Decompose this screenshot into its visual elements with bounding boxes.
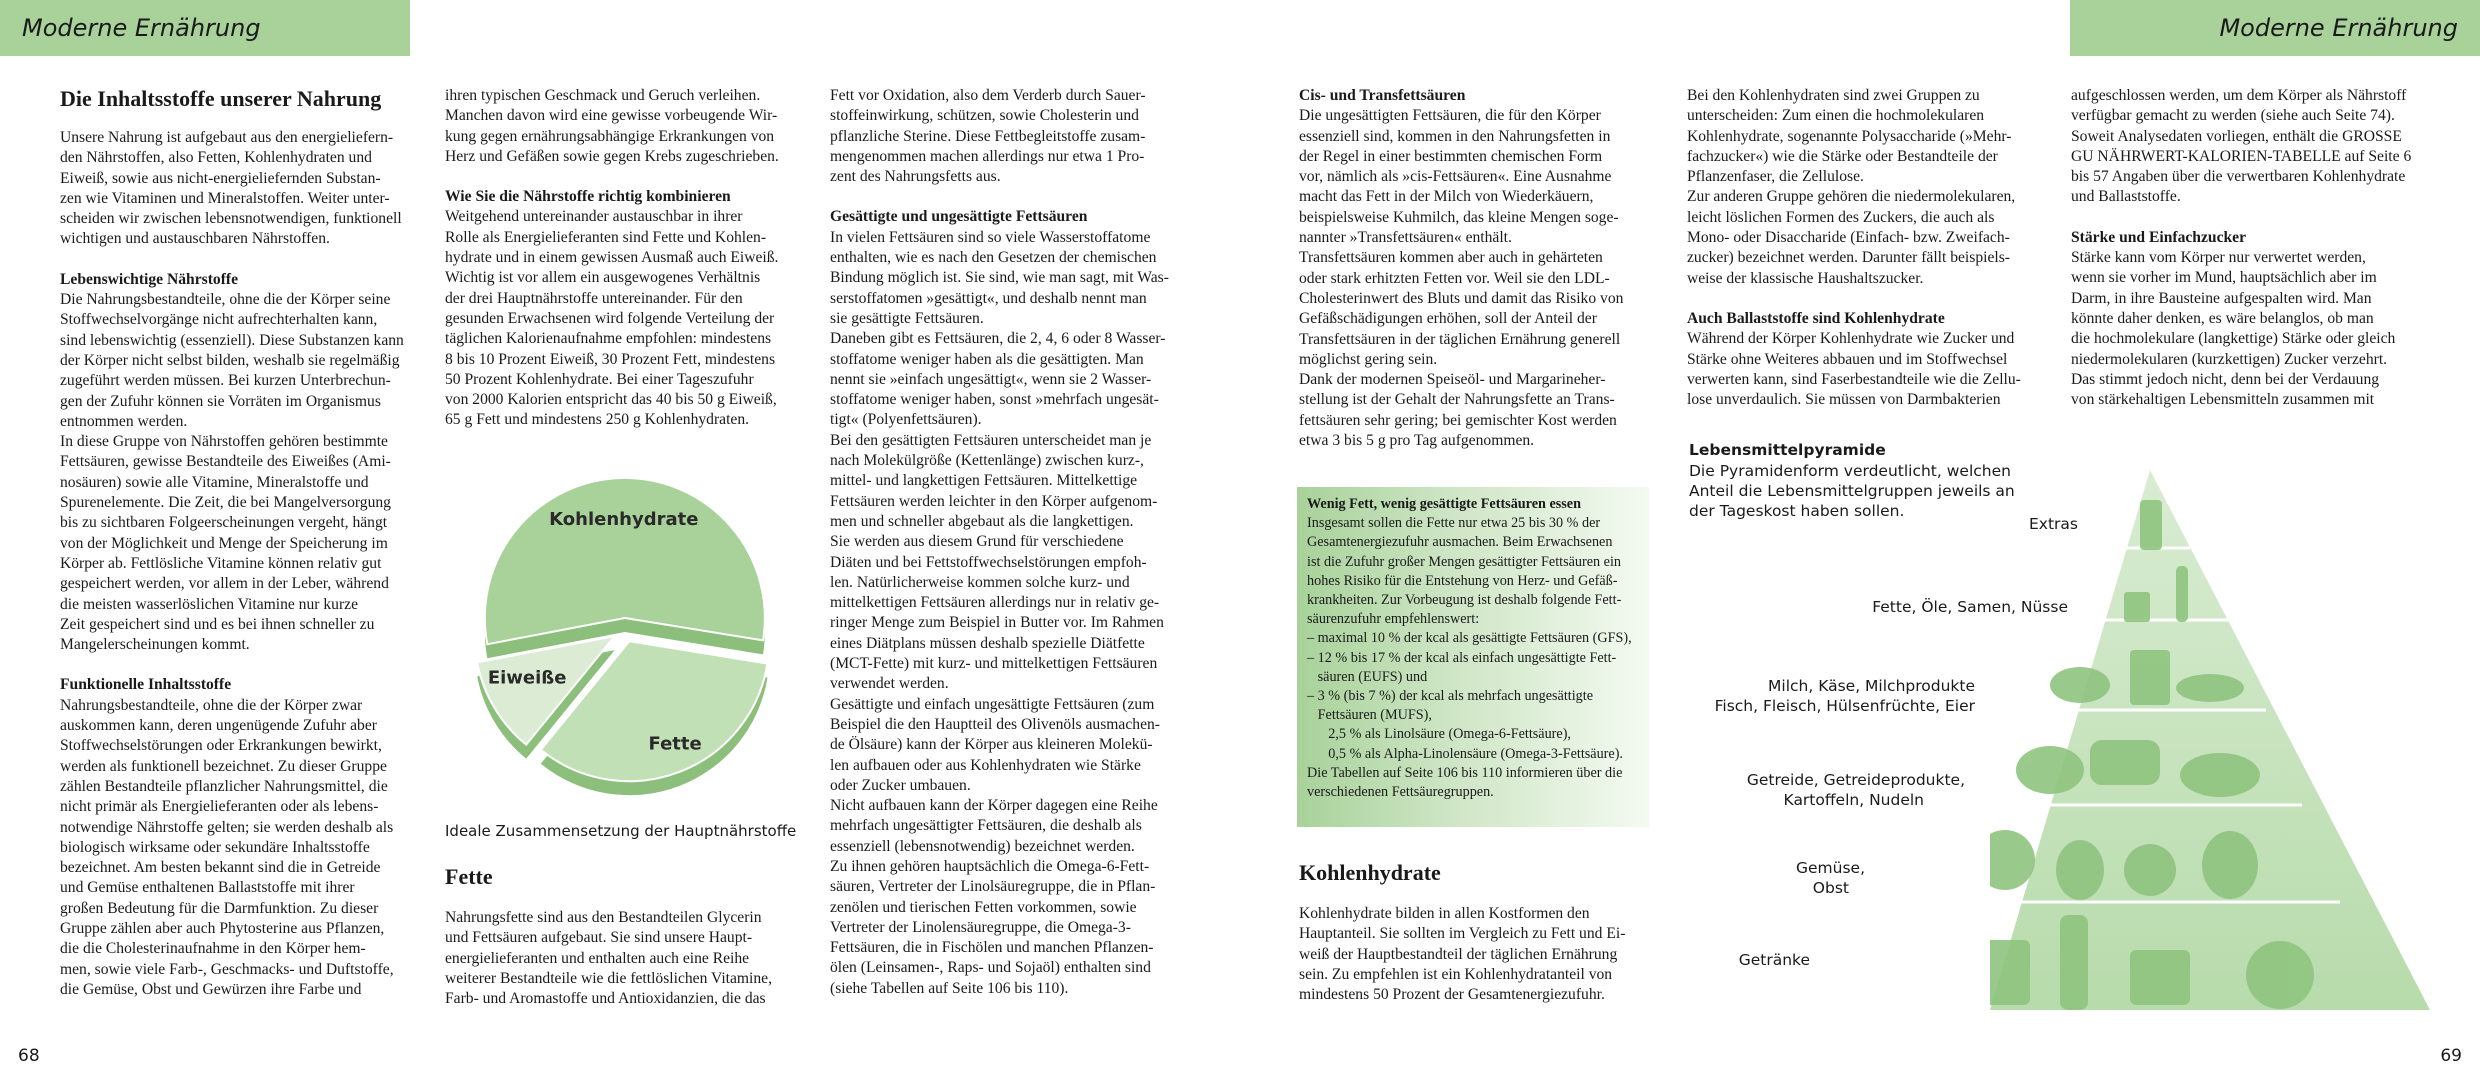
text-line: enthalten, wie es nach den Gesetzen der chemischen (830, 249, 1157, 267)
text-line: Unsere Nahrung ist aufgebaut aus den energieliefern- (60, 129, 394, 146)
text-line: hohes Risiko für die Entstehung von Herz- und Gefäß- (1307, 572, 1618, 589)
text-line: mengenommen machen allerdings nur etwa 1 Pro- (830, 147, 1145, 165)
text-line: nach Molekülgröße (Kettenlänge) zwischen kurz-, (830, 452, 1144, 470)
text-line: scheiden wir zwischen lebensnotwendigen, funktionell (60, 210, 402, 228)
header-title-right: Moderne Ernährung (2219, 14, 2458, 42)
column-1 (60, 86, 414, 1000)
text-line: werden als funktionell bezeichnet. Zu dieser Gruppe (60, 757, 387, 775)
pie-label-kohlenhydrate: Kohlenhydrate (549, 509, 699, 531)
heading-lebenswichtige: Lebenswichtige Nährstoffe (60, 270, 239, 288)
text-line: oder Zucker umbauen. (830, 776, 971, 794)
paragraph-kombinieren (445, 207, 800, 430)
text-line: Fettsäuren (MUFS), (1307, 707, 1432, 724)
text-line: bis zu sichtbaren Folgeerscheinungen vergeht, hängt (60, 514, 388, 532)
text-line: 65 g Fett und mindestens 250 g Kohlenhydraten. (445, 411, 750, 429)
text-line: Kohlenhydrate bilden in allen Kostformen den (1299, 905, 1590, 922)
text-line: pflanzliche Sterine. Diese Fettbegleitstoffe zusam- (830, 127, 1146, 145)
text-line: – 12 % bis 17 % der kcal als einfach ungesättigte Fett- (1307, 649, 1617, 666)
text-line: gesunden Erwachsenen wird folgende Verteilung der (445, 309, 775, 327)
text-line: Stoffwechselvorgänge nicht aufrechterhalten kann, (60, 311, 378, 329)
text-line: Fettsäuren, die in Fischölen und manchen Pflanzen- (830, 939, 1154, 957)
heading-gesaettigte: Gesättigte und ungesättigte Fettsäuren (830, 208, 1088, 226)
text-line: Transfettsäuren kommen aber auch in gehärteten (1299, 249, 1603, 267)
text-line: von stärkehaltigen Lebensmitteln zusammen mit (2071, 391, 2375, 409)
text-line: Kohlenhydrate, sogenannte Polysaccharide (»Mehr- (1687, 127, 2012, 145)
text-line: oder stark erhitzten Fetten vor. Weil sie den LDL- (1299, 269, 1610, 287)
text-line: sind lebenswichtig (essenziell). Diese Substanzen kann (60, 331, 404, 349)
pyramid-level-getraenke: Getränke (1738, 951, 1810, 969)
text-line: der Regel in einer bestimmten chemischen Form (1299, 147, 1603, 165)
text-line: zent des Nahrungsfetts aus. (830, 168, 1001, 186)
pyramid-level-gemuese-1: Gemüse, (1795, 859, 1865, 877)
text-line: Rolle als Energielieferanten sind Fette und Kohlen- (445, 228, 767, 246)
pyramid-level-gemuese-2: Obst (1812, 879, 1849, 897)
text-line: die hochmolekulare (langkettige) Stärke oder gleich (2071, 330, 2396, 348)
text-line: Soweit Analysedaten vorliegen, enthält die GROSSE (2071, 127, 2402, 145)
text-line: mehrfach ungesättigter Fettsäuren, die deshalb als (830, 817, 1142, 835)
paragraph-col3-top (830, 86, 1185, 187)
text-line: – 3 % (bis 7 %) der kcal als mehrfach ungesättigte (1307, 688, 1594, 705)
text-line: ihren typischen Geschmack und Geruch verleihen. (445, 87, 761, 104)
text-line: nosäuren) sowie alle Vitamine, Mineralstoffe und (60, 473, 369, 491)
text-line: vor, nämlich als »cis-Fettsäuren«. Eine Ausnahme (1299, 168, 1612, 186)
text-line: Stärke kann vom Körper nur verwertet werden, (2071, 249, 2366, 267)
text-line: mindestens 50 Prozent der Gesamtenergiezufuhr. (1299, 986, 1605, 1004)
text-line: täglichen Kalorienaufnahme empfohlen: mindestens (445, 330, 772, 348)
text-line: Die Pyramidenform verdeutlicht, welchen (1689, 462, 2011, 480)
text-line: Fettsäuren, gewisse Bestandteile des Eiweißes (Ami- (60, 453, 391, 471)
column-3 (830, 86, 1185, 999)
text-line: Gesättigte und einfach ungesättigte Fettsäuren (zum (830, 695, 1155, 713)
heading-kombinieren: Wie Sie die Nährstoffe richtig kombinieren (445, 188, 731, 206)
text-line: zen wie Vitaminen und Mineralstoffen. Weiter unter- (60, 189, 390, 207)
text-line: Fettsäuren werden leichter in den Körper aufgenom- (830, 492, 1158, 510)
text-line: und Fettsäuren aufgebaut. Sie sind unsere Haupt- (445, 929, 753, 947)
info-box-title: Wenig Fett, wenig gesättigte Fettsäuren essen (1307, 496, 1581, 512)
paragraph-intro (60, 128, 414, 250)
text-line: und Gemüse enthaltenen Ballaststoffe mit ihrer (60, 879, 355, 897)
text-line: Das stimmt jedoch nicht, denn bei der Verdauung (2071, 370, 2380, 388)
text-line: Mono- oder Disaccharide (Einfach- bzw. Zweifach- (1687, 229, 2010, 247)
text-line: ist die Zufuhr großer Mengen gesättigter Fettsäuren ein (1307, 553, 1622, 570)
text-line: len. Natürlicherweise kommen solche kurz- und (830, 573, 1130, 591)
text-line: Hauptanteil. Sie sollten im Vergleich zu Fett und Ei- (1299, 925, 1626, 943)
text-line: leicht löslichen Formen des Zuckers, die auch als (1687, 208, 1995, 226)
text-line: 2,5 % als Linolsäure (Omega-6-Fettsäure), (1307, 726, 1571, 743)
text-line: verwendet werden. (830, 675, 949, 693)
text-line: Sie werden aus diesem Grund für verschiedene (830, 533, 1124, 551)
text-line: beispielsweise Kuhmilch, das kleine Mengen soge- (1299, 208, 1619, 226)
text-line: entnommen werden. (60, 412, 188, 430)
food-pyramid-graphic (1990, 470, 2430, 1015)
text-line: unterscheiden: Zum einen die hochmolekularen (1687, 107, 1985, 125)
text-line: tigt« (Polyenfettsäuren). (830, 411, 982, 429)
text-line: essenziell (lebensnotwendig) bezeichnet werden. (830, 837, 1135, 855)
text-line: Zur anderen Gruppe gehören die niedermolekularen, (1687, 188, 2016, 206)
text-line: Die ungesättigten Fettsäuren, die für den Körper (1299, 107, 1601, 125)
text-line: 8 bis 10 Prozent Eiweiß, 30 Prozent Fett, mindestens (445, 350, 776, 368)
text-line: lose unverdaulich. Sie müssen von Darmbakterien (1687, 391, 2001, 409)
text-line: Weitgehend untereinander austauschbar in ihrer (445, 208, 743, 226)
text-line: nicht primär als Energielieferanten oder als lebens- (60, 798, 379, 816)
text-line: weise der klassische Haushaltszucker. (1687, 269, 1924, 287)
text-line: serstoffatomen »gesättigt«, und deshalb nennt man (830, 289, 1147, 307)
text-line: sein. Zu empfehlen ist ein Kohlenhydratanteil von (1299, 965, 1613, 983)
text-line: der drei Hauptnährstoffe untereinander. Für den (445, 289, 743, 307)
pyramid-level-fette: Fette, Öle, Samen, Nüsse (1872, 598, 2068, 616)
text-line: men und schneller abgebaut als die langkettigen. (830, 512, 1134, 530)
text-line: Herz und Gefäßen sowie gegen Krebs zugeschrieben. (445, 147, 779, 165)
text-line: säurenzufuhr empfehlenswert: (1307, 611, 1480, 628)
text-line: essenziell sind, kommen in den Nahrungsfetten in (1299, 127, 1611, 145)
paragraph-lebenswichtige (60, 290, 414, 655)
text-line: die Gemüse, Obst und Gewürzen ihre Farbe und (60, 980, 362, 998)
text-line: biologisch wirksame oder sekundäre Inhaltsstoffe (60, 838, 370, 856)
text-line: Spurenelemente. Die Zeit, die bei Mangelversorgung (60, 494, 391, 512)
text-line: Die Nahrungsbestandteile, ohne die der Körper seine (60, 291, 391, 309)
text-line: niedermolekularen (kurzkettigen) Zucker verzehrt. (2071, 350, 2388, 368)
text-line: Bindung möglich ist. Sie sind, wie man sagt, mit Was- (830, 269, 1169, 287)
text-line: zenölen und tierischen Fetten vorkommen, sowie (830, 898, 1137, 916)
heading-ballaststoffe: Auch Ballaststoffe sind Kohlenhydrate (1687, 309, 1945, 327)
text-line: verfügbar gemacht zu werden (siehe auch Seite 74). (2071, 107, 2395, 125)
text-line: krankheiten. Zur Vorbeugung ist deshalb folgende Fett- (1307, 592, 1622, 609)
text-line: Bei den gesättigten Fettsäuren unterscheidet man je (830, 431, 1152, 449)
text-line: verschiedenen Fettsäuregruppen. (1307, 784, 1494, 801)
text-line: Gesamtenergiezufuhr ausmachen. Beim Erwachsenen (1307, 534, 1613, 551)
paragraph-gesaettigte (830, 228, 1185, 999)
text-line: Nicht aufbauen kann der Körper dagegen eine Reihe (830, 797, 1158, 815)
info-box-text (1307, 514, 1639, 802)
text-line: Daneben gibt es Fettsäuren, die 2, 4, 6 oder 8 Wasser- (830, 330, 1166, 348)
page-number-left: 68 (18, 1046, 40, 1066)
section-title-kohlenhydrate: Kohlenhydrate (1299, 860, 1441, 885)
pyramid-description (1689, 461, 2015, 521)
text-line: Während der Körper Kohlenhydrate wie Zucker und (1687, 330, 2015, 348)
pyramid-level-fisch: Fisch, Fleisch, Hülsenfrüchte, Eier (1714, 697, 1975, 715)
text-line: säuren (EUFS) und (1307, 668, 1428, 685)
text-line: Pflanzenfaser, die Zellulose. (1687, 168, 1864, 186)
text-line: Bei den Kohlenhydraten sind zwei Gruppen zu (1687, 87, 1980, 104)
text-line: 0,5 % als Alpha-Linolensäure (Omega-3-Fettsäure). (1307, 745, 1623, 762)
pyramid-level-extras: Extras (2029, 515, 2078, 533)
text-line: mittelkettigen Fettsäuren allerdings nur in relativ ge- (830, 594, 1160, 612)
text-line: Anteil die Lebensmittelgruppen jeweils an (1689, 482, 2015, 500)
text-line: de Ölsäure) kann der Körper aus kleineren Molekü- (830, 736, 1153, 754)
text-line: GU NÄHRWERT-KALORIEN-TABELLE auf Seite 6 (2071, 147, 2412, 165)
text-line: mittel- und langkettigen Fettsäuren. Mittelkettige (830, 472, 1138, 490)
text-line: Transfettsäuren in der täglichen Ernährung generell (1299, 330, 1621, 348)
pie-caption: Ideale Zusammensetzung der Hauptnährstoffe (445, 822, 797, 840)
text-line: Darm, in ihre Bausteine aufgespalten wird. Man (2071, 289, 2372, 307)
text-line: weiß der Hauptbestandteil der täglichen Ernährung (1299, 945, 1618, 963)
text-line: zählen Bestandteile pflanzlicher Nahrungsmittel, die (60, 777, 388, 795)
text-line: In diese Gruppe von Nährstoffen gehören bestimmte (60, 433, 388, 451)
section-title-inhaltsstoffe: Die Inhaltsstoffe unserer Nahrung (60, 86, 382, 111)
text-line: stellung ist der Gehalt der Nahrungsfette an Trans- (1299, 391, 1615, 409)
text-line: von der Möglichkeit und Menge der Speicherung im (60, 534, 388, 552)
text-line: Fett vor Oxidation, also dem Verderb durch Sauer- (830, 87, 1146, 104)
column-4 (1299, 86, 1654, 451)
text-line: (siehe Tabellen auf Seite 106 bis 110). (830, 979, 1069, 997)
text-line: In vielen Fettsäuren sind so viele Wasserstoffatome (830, 228, 1151, 246)
running-header-right (2070, 0, 2480, 56)
text-line: stoffatome weniger haben, sonst »mehrfach ungesät- (830, 391, 1159, 409)
heading-funktionelle: Funktionelle Inhaltsstoffe (60, 676, 232, 694)
paragraph-fette (445, 908, 800, 1009)
text-line: men, sowie viele Farb-, Geschmacks- und Duftstoffe, (60, 960, 394, 978)
text-line: verwerten kann, sind Faserbestandteile wie die Zellu- (1687, 370, 2021, 388)
text-line: großen Bedeutung für die Darmfunktion. Zu dieser (60, 899, 379, 917)
text-line: Manchen davon wird eine gewisse vorbeugende Wir- (445, 107, 778, 125)
text-line: Diäten und bei Fettstoffwechselstörungen empfoh- (830, 553, 1147, 571)
paragraph-cis-trans (1299, 106, 1654, 451)
text-line: säuren, Vertreter der Linolsäuregruppe, die in Pflan- (830, 878, 1156, 896)
text-line: stoffeinwirkung, schützen, sowie Cholesterin und (830, 107, 1139, 125)
text-line: Die Tabellen auf Seite 106 bis 110 informieren über die (1307, 764, 1623, 781)
paragraph-col5-top (1687, 86, 2042, 289)
text-line: nennt sie »einfach ungesättigt«, wenn sie 2 Wasser- (830, 370, 1152, 388)
header-title-left: Moderne Ernährung (22, 14, 261, 42)
text-line: wichtigen und austauschbaren Nährstoffen. (60, 230, 330, 248)
text-line: Gruppe zählen aber auch Phytosterine aus Pflanzen, (60, 919, 385, 937)
paragraph-ballaststoffe (1687, 329, 2042, 410)
text-line: auskommen kann, deren ungenügende Zufuhr aber (60, 717, 377, 735)
text-line: Dank der modernen Speiseöl- und Margarineher- (1299, 371, 1606, 389)
text-line: gen der Zufuhr können sie Vorräten im Organismus (60, 392, 381, 410)
text-line: Nahrungsfette sind aus den Bestandteilen Glycerin (445, 909, 762, 926)
text-line: die meisten wasserlöslichen Vitamine nur kurze (60, 595, 359, 613)
column-5 (1687, 86, 2042, 410)
paragraph-funktionelle (60, 696, 414, 1000)
text-line: Zu ihnen gehören hauptsächlich die Omega-6-Fett- (830, 857, 1150, 875)
pyramid-level-milch: Milch, Käse, Milchprodukte (1768, 677, 1975, 695)
text-line: (MCT-Fette) mit kurz- und mittelkettigen Fettsäuren (830, 655, 1158, 673)
column-2-bottom (445, 864, 800, 1009)
text-line: Gefäßschädigungen erhöhen, soll der Anteil der (1299, 310, 1597, 328)
text-line: von 2000 Kalorien entspricht das 40 bis 50 g Eiweiß, (445, 391, 777, 409)
info-box-fettsaeuren (1297, 487, 1649, 827)
text-line: Stärke ohne Weiteres abbauen und im Stoffwechsel (1687, 350, 2008, 368)
pyramid-level-getreide-1: Getreide, Getreideprodukte, (1746, 771, 1965, 789)
text-line: nannter »Transfettsäuren« enthält. (1299, 229, 1512, 247)
text-line: zucker) bezeichnet werden. Darunter fällt beispiels- (1687, 249, 2010, 267)
text-line: Nahrungsbestandteile, ohne die der Körper zwar (60, 696, 363, 714)
column-6 (2071, 86, 2431, 410)
text-line: der Tageskost haben sollen. (1689, 502, 1905, 520)
column-4-bottom (1299, 860, 1654, 1005)
column-2 (445, 86, 800, 431)
text-line: Insgesamt sollen die Fette nur etwa 25 bis 30 % der (1307, 515, 1601, 532)
text-line: fettsäuren sehr gering; bei gemischter Kost werden (1299, 411, 1617, 429)
text-line: weiterer Bestandteile wie die fettlöslichen Vitamine, (445, 969, 772, 987)
text-line: macht das Fett in der Milch von Wiederkäuern, (1299, 188, 1594, 206)
text-line: Mangelerscheinungen kommt. (60, 636, 250, 654)
pyramid-title: Lebensmittelpyramide (1689, 441, 1886, 459)
text-line: kung gegen ernährungsabhängige Erkrankungen von (445, 127, 775, 145)
text-line: ringer Menge zum Beispiel in Butter vor. Im Rahmen (830, 614, 1164, 632)
text-line: Körper ab. Fettlösliche Vitamine können relativ gut (60, 554, 382, 572)
text-line: Eiweiß, sowie aus nicht-energieliefernden Substan- (60, 169, 381, 187)
text-line: Wichtig ist vor allem ein ausgewogenes Verhältnis (445, 269, 761, 287)
heading-staerke: Stärke und Einfachzucker (2071, 228, 2247, 246)
text-line: wenn sie vorher im Mund, hauptsächlich aber im (2071, 269, 2377, 287)
text-line: bezeichnet. Am besten bekannt sind die in Getreide (60, 859, 381, 877)
section-title-fette: Fette (445, 864, 493, 889)
page-number-right: 69 (2440, 1046, 2462, 1066)
text-line: aufgeschlossen werden, um dem Körper als Nährstoff (2071, 87, 2407, 104)
text-line: hydrate und in einem gewissen Ausmaß auch Eiweiß. (445, 249, 779, 267)
text-line: der Körper nicht selbst bilden, weshalb sie regelmäßig (60, 351, 400, 369)
text-line: gespeichert werden, vor allem in der Leber, während (60, 575, 389, 593)
text-line: bis 57 Angaben über die verwertbaren Kohlenhydrate (2071, 168, 2406, 186)
paragraph-staerke (2071, 248, 2431, 410)
paragraph-col6-top (2071, 86, 2431, 208)
text-line: Stoffwechselstörungen oder Erkrankungen bewirkt, (60, 737, 382, 755)
text-line: möglichst gering sein. (1299, 350, 1438, 368)
text-line: Farb- und Aromastoffe und Antioxidanzien, die das (445, 990, 766, 1008)
pie-label-eiweiße: Eiweiße (487, 667, 567, 689)
text-line: energielieferanten und enthalten auch eine Reihe (445, 949, 750, 967)
text-line: notwendige Nährstoffe gelten; sie werden deshalb als (60, 818, 394, 836)
pyramid-level-getreide-2: Kartoffeln, Nudeln (1783, 791, 1924, 809)
text-line: eines Diätplans müssen deshalb spezielle Diätfette (830, 634, 1145, 652)
paragraph-kohlenhydrate (1299, 904, 1654, 1005)
text-line: – maximal 10 % der kcal als gesättigte Fettsäuren (GFS), (1307, 630, 1632, 647)
text-line: und Ballaststoffe. (2071, 188, 2181, 206)
text-line: könnte daher denken, es wäre belanglos, ob man (2071, 309, 2374, 327)
text-line: Zeit gespeichert sind und es bei ihnen schneller zu (60, 615, 375, 633)
text-line: 50 Prozent Kohlenhydrate. Bei einer Tageszufuhr (445, 370, 754, 388)
text-line: stoffatome weniger haben als die gesättigten. Man (830, 350, 1144, 368)
pie-label-fette: Fette (648, 733, 702, 755)
text-line: sie gesättigte Fettsäuren. (830, 309, 984, 327)
running-header-left (0, 0, 410, 56)
text-line: Vertreter der Linolensäuregruppe, die Omega-3- (830, 918, 1131, 936)
text-line: fachzucker«) wie die Stärke oder Bestandteile der (1687, 147, 1998, 165)
text-line: Cholesterinwert des Bluts und damit das Risiko von (1299, 289, 1624, 307)
text-line: ölen (Leinsamen-, Raps- und Sojaöl) enthalten sind (830, 959, 1151, 977)
nutrient-pie-chart (440, 460, 810, 820)
text-line: den Nährstoffen, also Fetten, Kohlenhydraten und (60, 149, 372, 167)
text-line: len aufbauen oder aus Kohlenhydraten wie Stärke (830, 756, 1141, 774)
text-line: die die Cholesterinaufnahme in den Körper hem- (60, 940, 366, 958)
text-line: zugeführt werden müssen. Bei kurzen Unterbrechun- (60, 372, 391, 390)
text-line: Beispiel die den Hauptteil des Olivenöls ausmachen- (830, 715, 1160, 733)
heading-cis-trans: Cis- und Transfettsäuren (1299, 87, 1466, 104)
paragraph-col2-top (445, 86, 800, 167)
text-line: etwa 3 bis 5 g pro Tag aufgenommen. (1299, 432, 1535, 450)
